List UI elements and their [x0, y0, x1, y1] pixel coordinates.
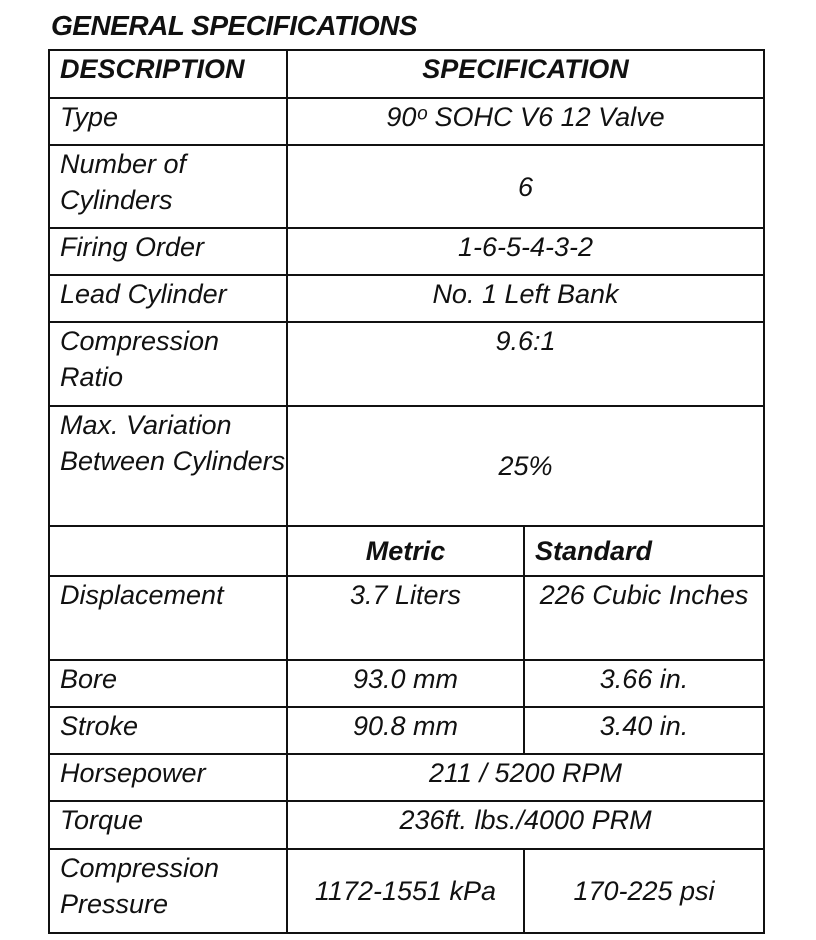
- row-label: Lead Cylinder: [49, 275, 287, 322]
- row-label: Displacement: [49, 576, 287, 660]
- table-row: [49, 576, 764, 660]
- column-header-description: DESCRIPTION: [49, 50, 287, 98]
- row-value: 6: [287, 145, 764, 228]
- row-label: Type: [49, 98, 287, 145]
- table-row: [49, 754, 764, 801]
- table-row: [49, 660, 764, 707]
- standard-value: 3.40 in.: [524, 707, 764, 754]
- row-label: Number of Cylinders: [49, 145, 287, 228]
- table-row: [49, 801, 764, 849]
- row-value: 1-6-5-4-3-2: [287, 228, 764, 275]
- row-value: 9.6:1: [287, 322, 764, 406]
- row-label: Torque: [49, 801, 287, 849]
- row-label: Firing Order: [49, 228, 287, 275]
- row-value: 211 / 5200 RPM: [287, 754, 764, 801]
- document-title: GENERAL SPECIFICATIONS: [51, 10, 418, 41]
- metric-value: 1172-1551 kPa: [287, 849, 524, 933]
- metric-value: 93.0 mm: [287, 660, 524, 707]
- metric-value: 3.7 Liters: [287, 576, 524, 660]
- row-label: Compression Pressure: [49, 849, 287, 933]
- column-header-specification: SPECIFICATION: [287, 50, 764, 98]
- empty-cell: [49, 526, 287, 576]
- table-row: [49, 322, 764, 406]
- table-row: [49, 98, 764, 145]
- row-label: Stroke: [49, 707, 287, 754]
- metric-value: 90.8 mm: [287, 707, 524, 754]
- row-value: No. 1 Left Bank: [287, 275, 764, 322]
- table-row: [49, 849, 764, 933]
- row-label: Compression Ratio: [49, 322, 287, 406]
- row-label: Horsepower: [49, 754, 287, 801]
- table-row: [49, 275, 764, 322]
- row-value: 90ᵒ SOHC V6 12 Valve: [287, 98, 764, 145]
- row-value: 25%: [287, 406, 764, 526]
- row-label: Max. Variation Between Cylinders: [49, 406, 287, 526]
- table-row: [49, 228, 764, 275]
- standard-value: 226 Cubic Inches: [524, 576, 764, 660]
- unit-header-row: [49, 526, 764, 576]
- table-row: [49, 145, 764, 228]
- column-header-metric: Metric: [287, 526, 524, 576]
- table-header-row: [49, 50, 764, 98]
- table-row: [49, 406, 764, 526]
- standard-value: 3.66 in.: [524, 660, 764, 707]
- row-value: 236ft. lbs./4000 PRM: [287, 801, 764, 849]
- column-header-standard: Standard: [524, 526, 764, 576]
- standard-value: 170-225 psi: [524, 849, 764, 933]
- row-label: Bore: [49, 660, 287, 707]
- table-row: [49, 707, 764, 754]
- general-specifications-table: [48, 49, 765, 934]
